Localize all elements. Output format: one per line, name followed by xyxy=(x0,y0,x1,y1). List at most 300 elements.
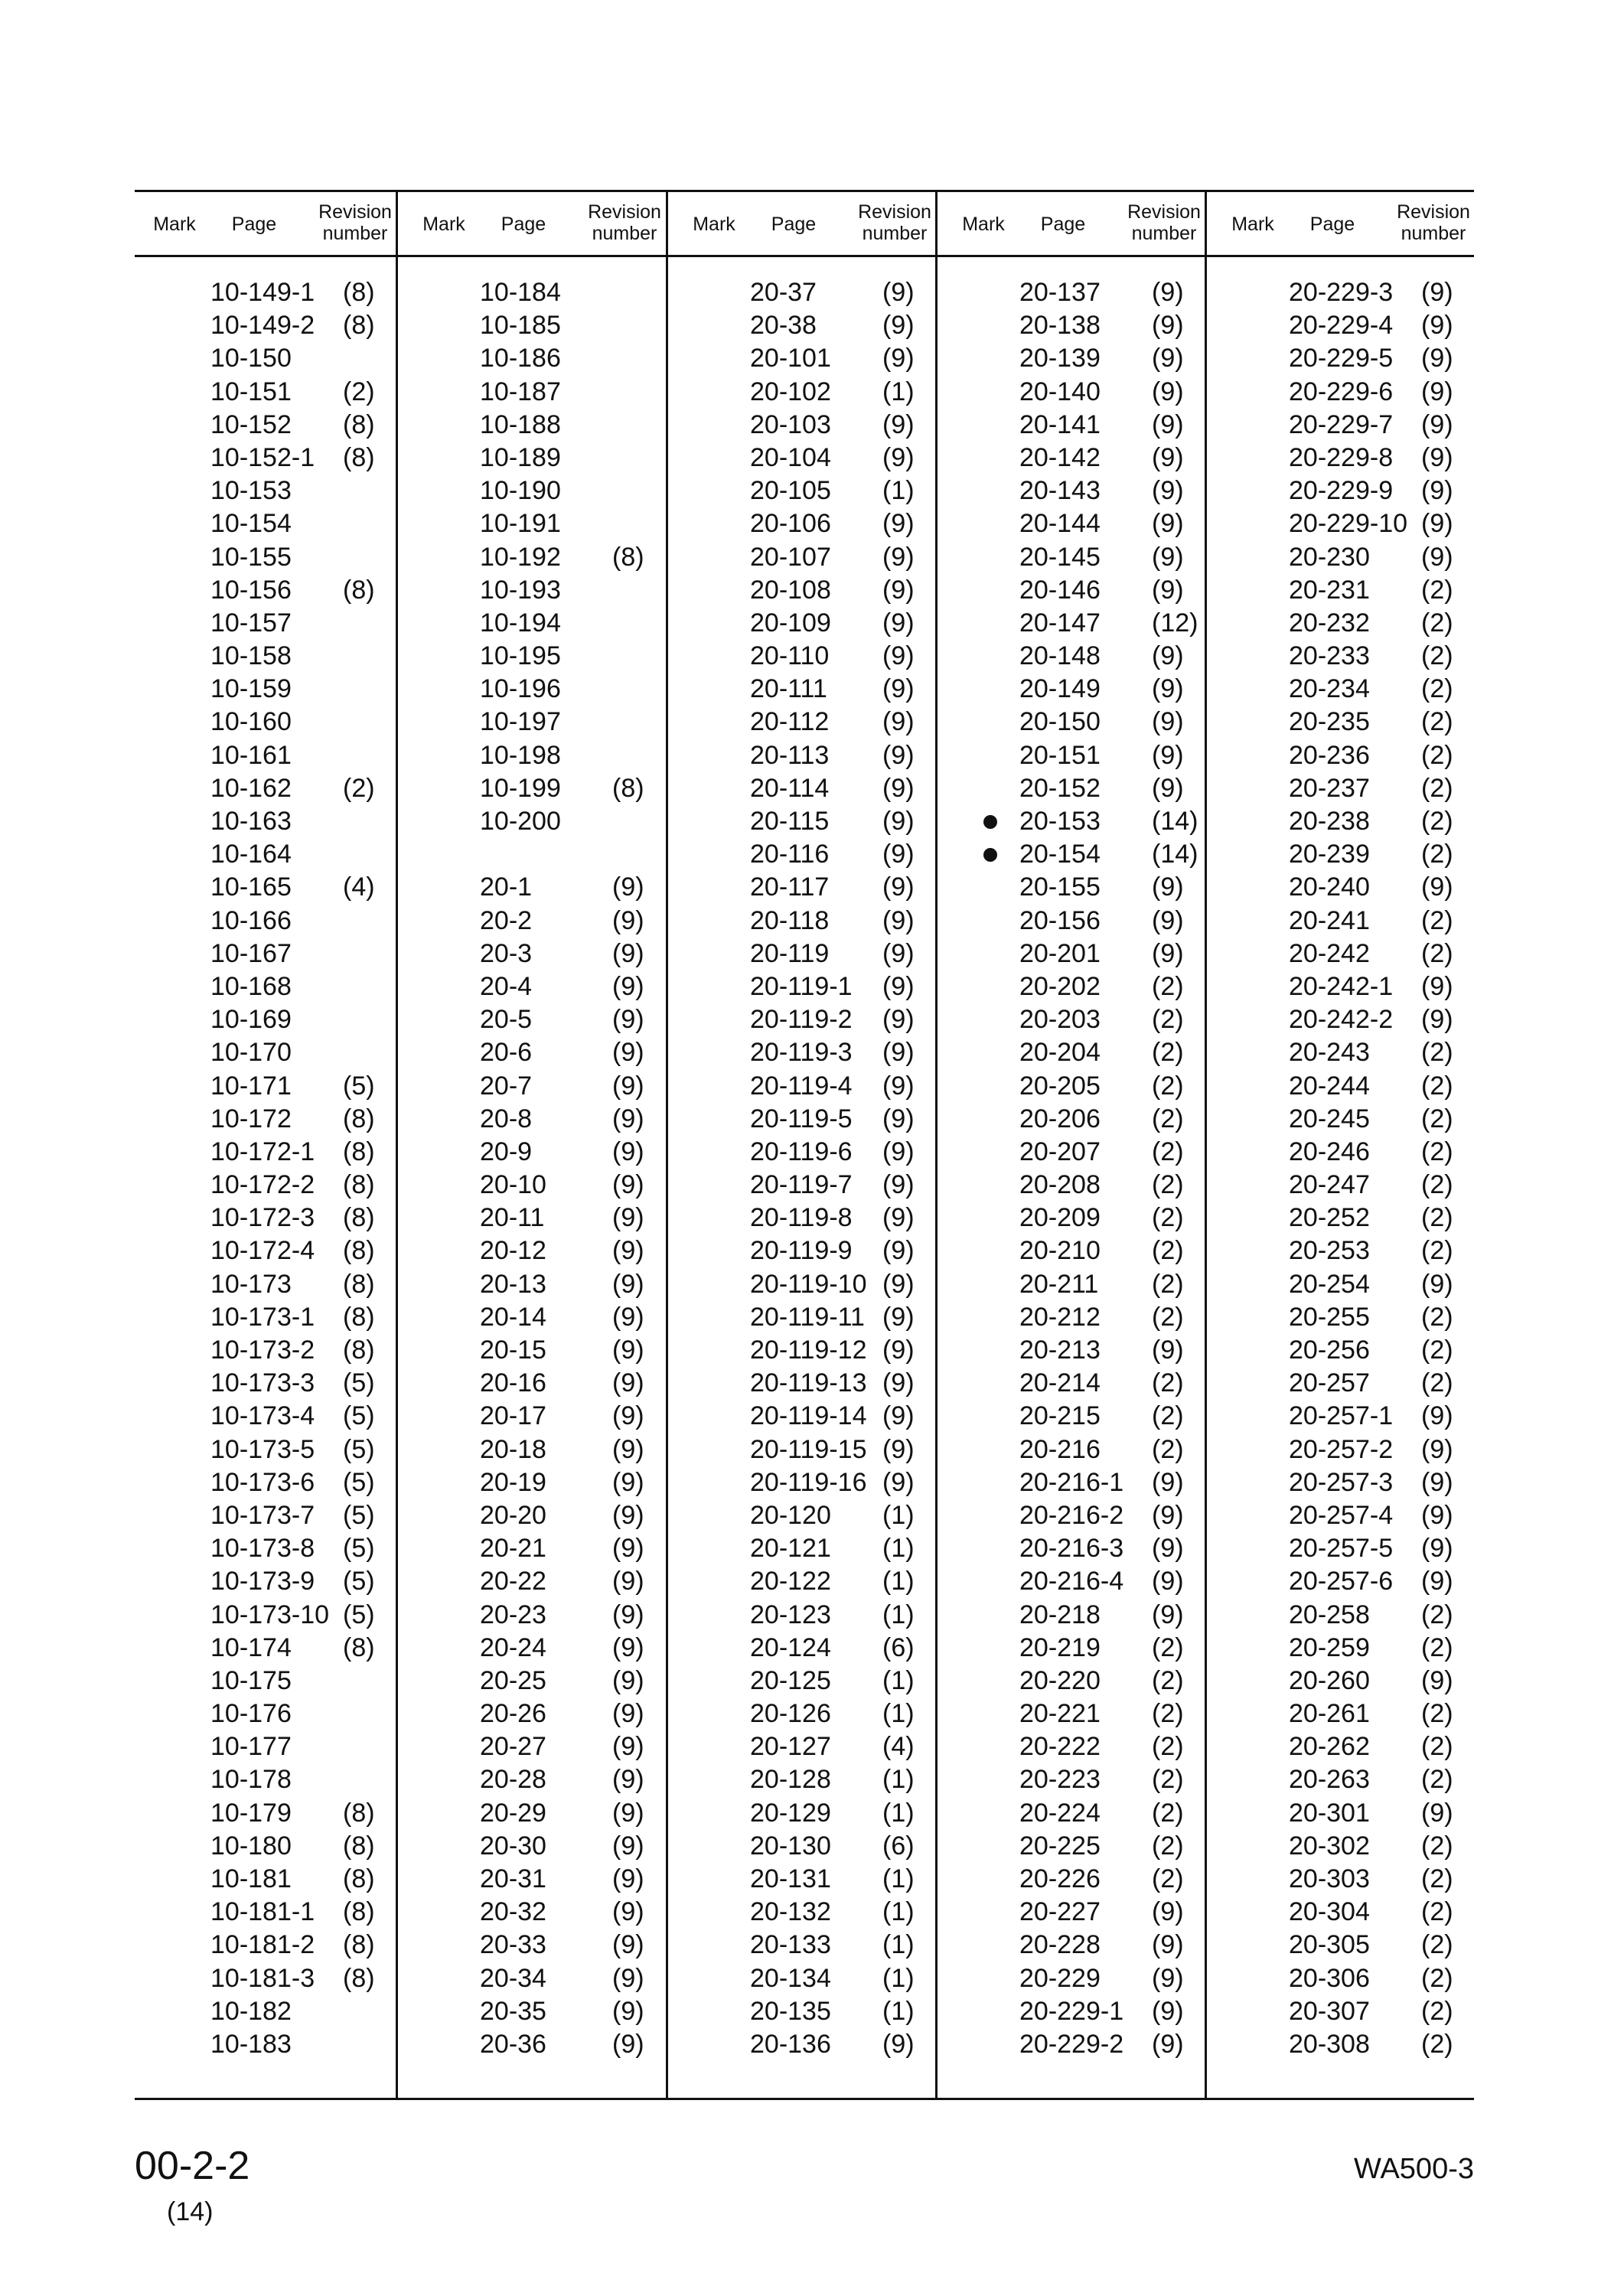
page-number: 20-213 xyxy=(1019,1336,1101,1365)
revision-number: (9) xyxy=(612,1534,644,1564)
page-number: 20-218 xyxy=(1019,1600,1101,1629)
page-number: 20-106 xyxy=(750,509,831,539)
header-mark: Mark xyxy=(962,214,1005,235)
page-number: 20-216-1 xyxy=(1019,1467,1124,1497)
table-row xyxy=(674,1830,942,1863)
table-row xyxy=(1213,1070,1481,1103)
table-row xyxy=(944,1036,1211,1069)
page-number: 10-168 xyxy=(210,971,292,1001)
table-row xyxy=(135,409,403,442)
table-row xyxy=(404,1036,672,1069)
page-number: 10-152 xyxy=(210,409,292,439)
page-number: 20-229-4 xyxy=(1289,311,1394,341)
page-number: 20-257 xyxy=(1289,1368,1370,1398)
page-number: 20-33 xyxy=(480,1930,546,1960)
table-row xyxy=(1213,607,1481,640)
table-row xyxy=(674,1665,942,1698)
page-number: 20-233 xyxy=(1289,641,1370,671)
table-row xyxy=(674,938,942,970)
table-row xyxy=(944,1532,1211,1565)
revision-number: (2) xyxy=(1152,1269,1184,1299)
page-number: 10-190 xyxy=(480,476,561,506)
table-row xyxy=(1213,1301,1481,1334)
revision-number: (9) xyxy=(612,1071,644,1101)
header-mark: Mark xyxy=(422,214,465,235)
page-number: 20-23 xyxy=(480,1600,546,1629)
page-revision: (14) xyxy=(167,2197,214,2226)
table-row xyxy=(135,970,403,1003)
page-number: 10-178 xyxy=(210,1765,292,1795)
table-row xyxy=(135,1202,403,1234)
page-number: 20-108 xyxy=(750,575,831,605)
revision-number: (9) xyxy=(612,1632,644,1662)
table-row xyxy=(944,409,1211,442)
page-number: 20-21 xyxy=(480,1534,546,1564)
table-row xyxy=(944,1797,1211,1830)
page-number: 20-229-7 xyxy=(1289,409,1394,439)
page-number: 20-34 xyxy=(480,1963,546,1993)
header-revision-line2: number xyxy=(1401,223,1466,244)
header-revision-line1: Revision xyxy=(588,201,661,223)
page-number: 20-13 xyxy=(480,1269,546,1299)
revision-number: (9) xyxy=(882,1467,915,1497)
table-row xyxy=(674,507,942,540)
revision-number: (2) xyxy=(1152,1038,1184,1068)
table-row xyxy=(1213,376,1481,409)
table-row xyxy=(944,1599,1211,1632)
revision-number: (2) xyxy=(1421,740,1453,770)
page-number: 20-26 xyxy=(480,1699,546,1729)
table-row xyxy=(674,1036,942,1069)
header-mark: Mark xyxy=(153,214,196,235)
revision-number: (9) xyxy=(882,1170,915,1200)
table-row xyxy=(404,1169,672,1202)
revision-number: (9) xyxy=(1152,476,1184,506)
revision-number: (1) xyxy=(882,1600,915,1629)
revision-number: (2) xyxy=(1421,1038,1453,1068)
table-row xyxy=(944,970,1211,1003)
page-number: 20-253 xyxy=(1289,1236,1370,1266)
table-row xyxy=(1213,1136,1481,1169)
table-row xyxy=(404,442,672,475)
page-number: 20-143 xyxy=(1019,476,1101,506)
table-row xyxy=(135,1070,403,1103)
revision-number: (9) xyxy=(612,1269,644,1299)
table-row xyxy=(944,1565,1211,1598)
revision-number: (2) xyxy=(1152,1203,1184,1233)
revision-number: (9) xyxy=(1152,1500,1184,1530)
page-number: 20-117 xyxy=(750,872,830,902)
revision-number: (2) xyxy=(1421,1831,1453,1861)
table-row xyxy=(944,1929,1211,1962)
table-row xyxy=(1213,1400,1481,1433)
table-row xyxy=(404,673,672,706)
page-number: 10-166 xyxy=(210,905,292,935)
table-row xyxy=(404,1665,672,1698)
page-number: 10-181-1 xyxy=(210,1897,315,1927)
revision-number: (9) xyxy=(1152,1897,1184,1927)
table-row xyxy=(1213,1797,1481,1830)
page-number: 20-9 xyxy=(480,1137,533,1166)
page-number: 20-30 xyxy=(480,1831,546,1861)
table-row xyxy=(674,309,942,342)
revision-number: (9) xyxy=(612,1699,644,1729)
revision-number: (2) xyxy=(1152,1434,1184,1464)
revision-number: (2) xyxy=(1152,1401,1184,1431)
table-row xyxy=(674,342,942,375)
page-number: 20-216-2 xyxy=(1019,1500,1124,1530)
revision-number: (9) xyxy=(882,971,915,1001)
page-number: 20-119-5 xyxy=(750,1104,853,1133)
header-revision xyxy=(852,201,938,244)
revision-number: (9) xyxy=(612,1137,644,1166)
page-number: 20-29 xyxy=(480,1798,546,1828)
page-number: 10-194 xyxy=(480,608,561,638)
table-row xyxy=(674,607,942,640)
page-number: 20-119-8 xyxy=(750,1203,853,1233)
revision-number: (9) xyxy=(1421,409,1453,439)
table-row xyxy=(135,309,403,342)
page-number: 20-148 xyxy=(1019,641,1101,671)
table-row xyxy=(674,970,942,1003)
revision-number: (9) xyxy=(1421,311,1453,341)
table-row xyxy=(674,1103,942,1136)
table-row xyxy=(1213,706,1481,739)
table-row xyxy=(135,507,403,540)
revision-number: (2) xyxy=(1421,1600,1453,1629)
page-number: 20-20 xyxy=(480,1500,546,1530)
page-number: 10-189 xyxy=(480,442,561,472)
page-number: 20-262 xyxy=(1289,1732,1370,1762)
revision-number: (5) xyxy=(343,1434,375,1464)
revision-number: (2) xyxy=(1152,1765,1184,1795)
table-row xyxy=(1213,1334,1481,1367)
header-revision-line2: number xyxy=(862,223,928,244)
table-row xyxy=(404,1863,672,1896)
table-row xyxy=(1213,1565,1481,1598)
revision-number: (9) xyxy=(612,1798,644,1828)
revision-number: (2) xyxy=(1421,1170,1453,1200)
table-row xyxy=(404,970,672,1003)
table-row xyxy=(1213,1830,1481,1863)
revision-number: (9) xyxy=(1421,509,1453,539)
revision-number: (2) xyxy=(1152,1864,1184,1893)
table-row xyxy=(1213,541,1481,574)
table-row xyxy=(944,1136,1211,1169)
page-number: 20-227 xyxy=(1019,1897,1101,1927)
revision-number: (8) xyxy=(343,1104,375,1133)
revision-number: (8) xyxy=(343,1798,375,1828)
revision-number: (9) xyxy=(1421,872,1453,902)
table-row xyxy=(674,1334,942,1367)
table-row xyxy=(135,1400,403,1433)
table-row xyxy=(404,739,672,772)
page-number: 20-130 xyxy=(750,1831,831,1861)
page-number: 20-119-12 xyxy=(750,1336,867,1365)
page-number: 10-170 xyxy=(210,1038,292,1068)
revision-number: (9) xyxy=(1152,1963,1184,1993)
page-number: 20-119-9 xyxy=(750,1236,853,1266)
table-row xyxy=(404,342,672,375)
revision-number: (9) xyxy=(1152,1600,1184,1629)
page-number: 10-154 xyxy=(210,509,292,539)
page-number: 20-226 xyxy=(1019,1864,1101,1893)
page-number: 20-31 xyxy=(480,1864,546,1893)
revision-number: (2) xyxy=(1421,1236,1453,1266)
revision-number: (9) xyxy=(1152,1567,1184,1596)
revision-number: (9) xyxy=(882,344,915,373)
revision-number: (2) xyxy=(1421,938,1453,968)
revision-number: (2) xyxy=(1421,2029,1453,2059)
revision-number: (2) xyxy=(343,773,375,803)
revision-number: (4) xyxy=(882,1732,915,1762)
revision-number: (2) xyxy=(1152,1104,1184,1133)
revision-number: (9) xyxy=(1421,1798,1453,1828)
revision-number: (9) xyxy=(612,872,644,902)
revision-number: (9) xyxy=(882,1302,915,1332)
header-revision-line2: number xyxy=(592,223,657,244)
page-number: 20-111 xyxy=(750,674,827,704)
revision-number: (2) xyxy=(1152,1732,1184,1762)
table-row xyxy=(1213,1367,1481,1400)
page-number: 20-136 xyxy=(750,2029,831,2059)
page-number: 20-229 xyxy=(1019,1963,1101,1993)
table-row xyxy=(944,376,1211,409)
page-number: 20-246 xyxy=(1289,1137,1370,1166)
page-number: 20-120 xyxy=(750,1500,831,1530)
revision-number: (9) xyxy=(1152,740,1184,770)
table-row xyxy=(404,640,672,673)
page-number: 20-115 xyxy=(750,807,830,836)
page-number: 20-102 xyxy=(750,377,831,406)
table-row xyxy=(404,1599,672,1632)
table-row xyxy=(944,1499,1211,1532)
column-block-4 xyxy=(944,192,1211,2098)
table-row xyxy=(135,574,403,607)
page-number: 10-172-1 xyxy=(210,1137,315,1166)
page-number: 20-244 xyxy=(1289,1071,1370,1101)
page-number: 20-134 xyxy=(750,1963,831,1993)
header-revision-line2: number xyxy=(1131,223,1197,244)
column-block-2 xyxy=(404,192,672,2098)
rows xyxy=(674,276,942,2061)
revision-number: (8) xyxy=(343,278,375,307)
revision-number: (9) xyxy=(612,1665,644,1695)
table-row xyxy=(404,1830,672,1863)
revision-number: (9) xyxy=(882,1203,915,1233)
table-row xyxy=(404,1763,672,1796)
table-row xyxy=(1213,1962,1481,1995)
table-row xyxy=(944,1169,1211,1202)
page-number: 20-119-11 xyxy=(750,1302,865,1332)
revision-number: (9) xyxy=(882,1269,915,1299)
page-number: 10-179 xyxy=(210,1798,292,1828)
table-row xyxy=(674,1433,942,1466)
page-number: 10-157 xyxy=(210,608,292,638)
table-row xyxy=(944,1268,1211,1301)
revision-number: (9) xyxy=(612,1732,644,1762)
revision-number: (2) xyxy=(1421,1203,1453,1233)
column-block-3 xyxy=(674,192,942,2098)
table-row xyxy=(404,1202,672,1234)
page-number: 20-305 xyxy=(1289,1930,1370,1960)
table-row xyxy=(135,475,403,507)
table-row xyxy=(135,706,403,739)
page-number: 20-128 xyxy=(750,1765,831,1795)
page-number: 10-165 xyxy=(210,872,292,902)
revision-number: (9) xyxy=(612,1467,644,1497)
page-number: 10-172-3 xyxy=(210,1203,315,1233)
table-row xyxy=(404,1334,672,1367)
table-row xyxy=(1213,673,1481,706)
revision-number: (8) xyxy=(343,1302,375,1332)
revision-number: (9) xyxy=(882,872,915,902)
page-number: 20-153 xyxy=(1019,807,1101,836)
page-number: 20-147 xyxy=(1019,608,1101,638)
table-row xyxy=(944,1003,1211,1036)
table-row xyxy=(135,1763,403,1796)
page-number: 20-104 xyxy=(750,442,831,472)
table-row xyxy=(404,805,672,838)
page-number: 20-211 xyxy=(1019,1269,1099,1299)
page-number: 20-208 xyxy=(1019,1170,1101,1200)
page-number: 20-119-2 xyxy=(750,1005,853,1035)
revision-number: (9) xyxy=(1152,278,1184,307)
revision-number: (2) xyxy=(1421,608,1453,638)
page-number: 20-8 xyxy=(480,1104,533,1133)
table-row xyxy=(135,1367,403,1400)
header-page: Page xyxy=(501,214,546,235)
revision-number: (5) xyxy=(343,1071,375,1101)
table-row xyxy=(674,2028,942,2061)
page-number: 10-185 xyxy=(480,311,561,341)
revision-number: (9) xyxy=(1421,1467,1453,1497)
page-number: 20-151 xyxy=(1019,740,1101,770)
page-number: 20-119-14 xyxy=(750,1401,867,1431)
table-row xyxy=(135,1036,403,1069)
page-number: 20-215 xyxy=(1019,1401,1101,1431)
table-row xyxy=(674,1763,942,1796)
page-number: 20-257-4 xyxy=(1289,1500,1394,1530)
revision-number: (9) xyxy=(882,707,915,737)
revision-number: (8) xyxy=(612,773,644,803)
page-number: 10-153 xyxy=(210,476,292,506)
table-row xyxy=(135,1698,403,1730)
page-number: 20-7 xyxy=(480,1071,533,1101)
table-row xyxy=(135,673,403,706)
table-row xyxy=(674,640,942,673)
table-row xyxy=(944,1730,1211,1763)
revision-number: (9) xyxy=(1421,1269,1453,1299)
page-number: 20-302 xyxy=(1289,1831,1370,1861)
page-number: 10-174 xyxy=(210,1632,292,1662)
table-row xyxy=(135,1665,403,1698)
page-number: 20-237 xyxy=(1289,773,1370,803)
page-number: 20-224 xyxy=(1019,1798,1101,1828)
revision-number: (2) xyxy=(1421,1930,1453,1960)
revision-mark-bullet-icon xyxy=(983,815,997,829)
table-row xyxy=(944,1367,1211,1400)
page-number: 10-197 xyxy=(480,707,561,737)
table-row xyxy=(674,739,942,772)
table-row xyxy=(944,1202,1211,1234)
revision-number: (9) xyxy=(612,1104,644,1133)
page-number: 10-181-3 xyxy=(210,1963,315,1993)
table-row xyxy=(404,1466,672,1499)
page-number: 20-228 xyxy=(1019,1930,1101,1960)
page-number: 20-12 xyxy=(480,1236,546,1266)
table-row xyxy=(944,1863,1211,1896)
page-number: 10-169 xyxy=(210,1005,292,1035)
table-row xyxy=(674,276,942,309)
table-row xyxy=(404,1400,672,1433)
table-row xyxy=(404,574,672,607)
revision-number: (8) xyxy=(343,1203,375,1233)
page-number: 10-177 xyxy=(210,1732,292,1762)
page-number: 20-156 xyxy=(1019,905,1101,935)
revision-number: (8) xyxy=(612,542,644,572)
page-number: 20-229-1 xyxy=(1019,1996,1124,2026)
table-row xyxy=(404,1896,672,1929)
table-row xyxy=(404,1797,672,1830)
table-row xyxy=(135,1169,403,1202)
revision-number: (1) xyxy=(882,377,915,406)
page-number: 10-181-2 xyxy=(210,1930,315,1960)
revision-number: (9) xyxy=(1152,773,1184,803)
page-number: 20-137 xyxy=(1019,278,1101,307)
table-row xyxy=(135,1532,403,1565)
revision-number: (1) xyxy=(882,1930,915,1960)
table-row xyxy=(135,1632,403,1665)
table-row xyxy=(135,1234,403,1267)
page-number: 20-258 xyxy=(1289,1600,1370,1629)
revision-number: (9) xyxy=(882,1368,915,1398)
page-number: 20-5 xyxy=(480,1005,533,1035)
revision-number: (2) xyxy=(1152,1665,1184,1695)
page-number: 20-119-10 xyxy=(750,1269,867,1299)
page-number: 20-140 xyxy=(1019,377,1101,406)
table-row xyxy=(944,673,1211,706)
table-row xyxy=(674,673,942,706)
page-number: 20-19 xyxy=(480,1467,546,1497)
table-row xyxy=(944,706,1211,739)
revision-number: (8) xyxy=(343,409,375,439)
page-number: 10-173-1 xyxy=(210,1302,315,1332)
revision-number: (1) xyxy=(882,1534,915,1564)
revision-number: (2) xyxy=(1152,1170,1184,1200)
page-number: 20-229-9 xyxy=(1289,476,1394,506)
table-row xyxy=(1213,1599,1481,1632)
page-number: 20-38 xyxy=(750,311,817,341)
table-row xyxy=(135,607,403,640)
table-row xyxy=(1213,507,1481,540)
table-row xyxy=(404,1103,672,1136)
page-number: 20-259 xyxy=(1289,1632,1370,1662)
revision-number: (2) xyxy=(1421,1302,1453,1332)
table-row xyxy=(944,309,1211,342)
page-number: 20-257-5 xyxy=(1289,1534,1394,1564)
page-number: 20-230 xyxy=(1289,542,1370,572)
table-row xyxy=(404,1730,672,1763)
header-page: Page xyxy=(771,214,817,235)
table-row xyxy=(135,1433,403,1466)
page-number: 20-132 xyxy=(750,1897,831,1927)
table-row xyxy=(944,1632,1211,1665)
table-row xyxy=(404,276,672,309)
revision-number: (9) xyxy=(1152,409,1184,439)
revision-number: (9) xyxy=(882,1071,915,1101)
page-number: 20-27 xyxy=(480,1732,546,1762)
